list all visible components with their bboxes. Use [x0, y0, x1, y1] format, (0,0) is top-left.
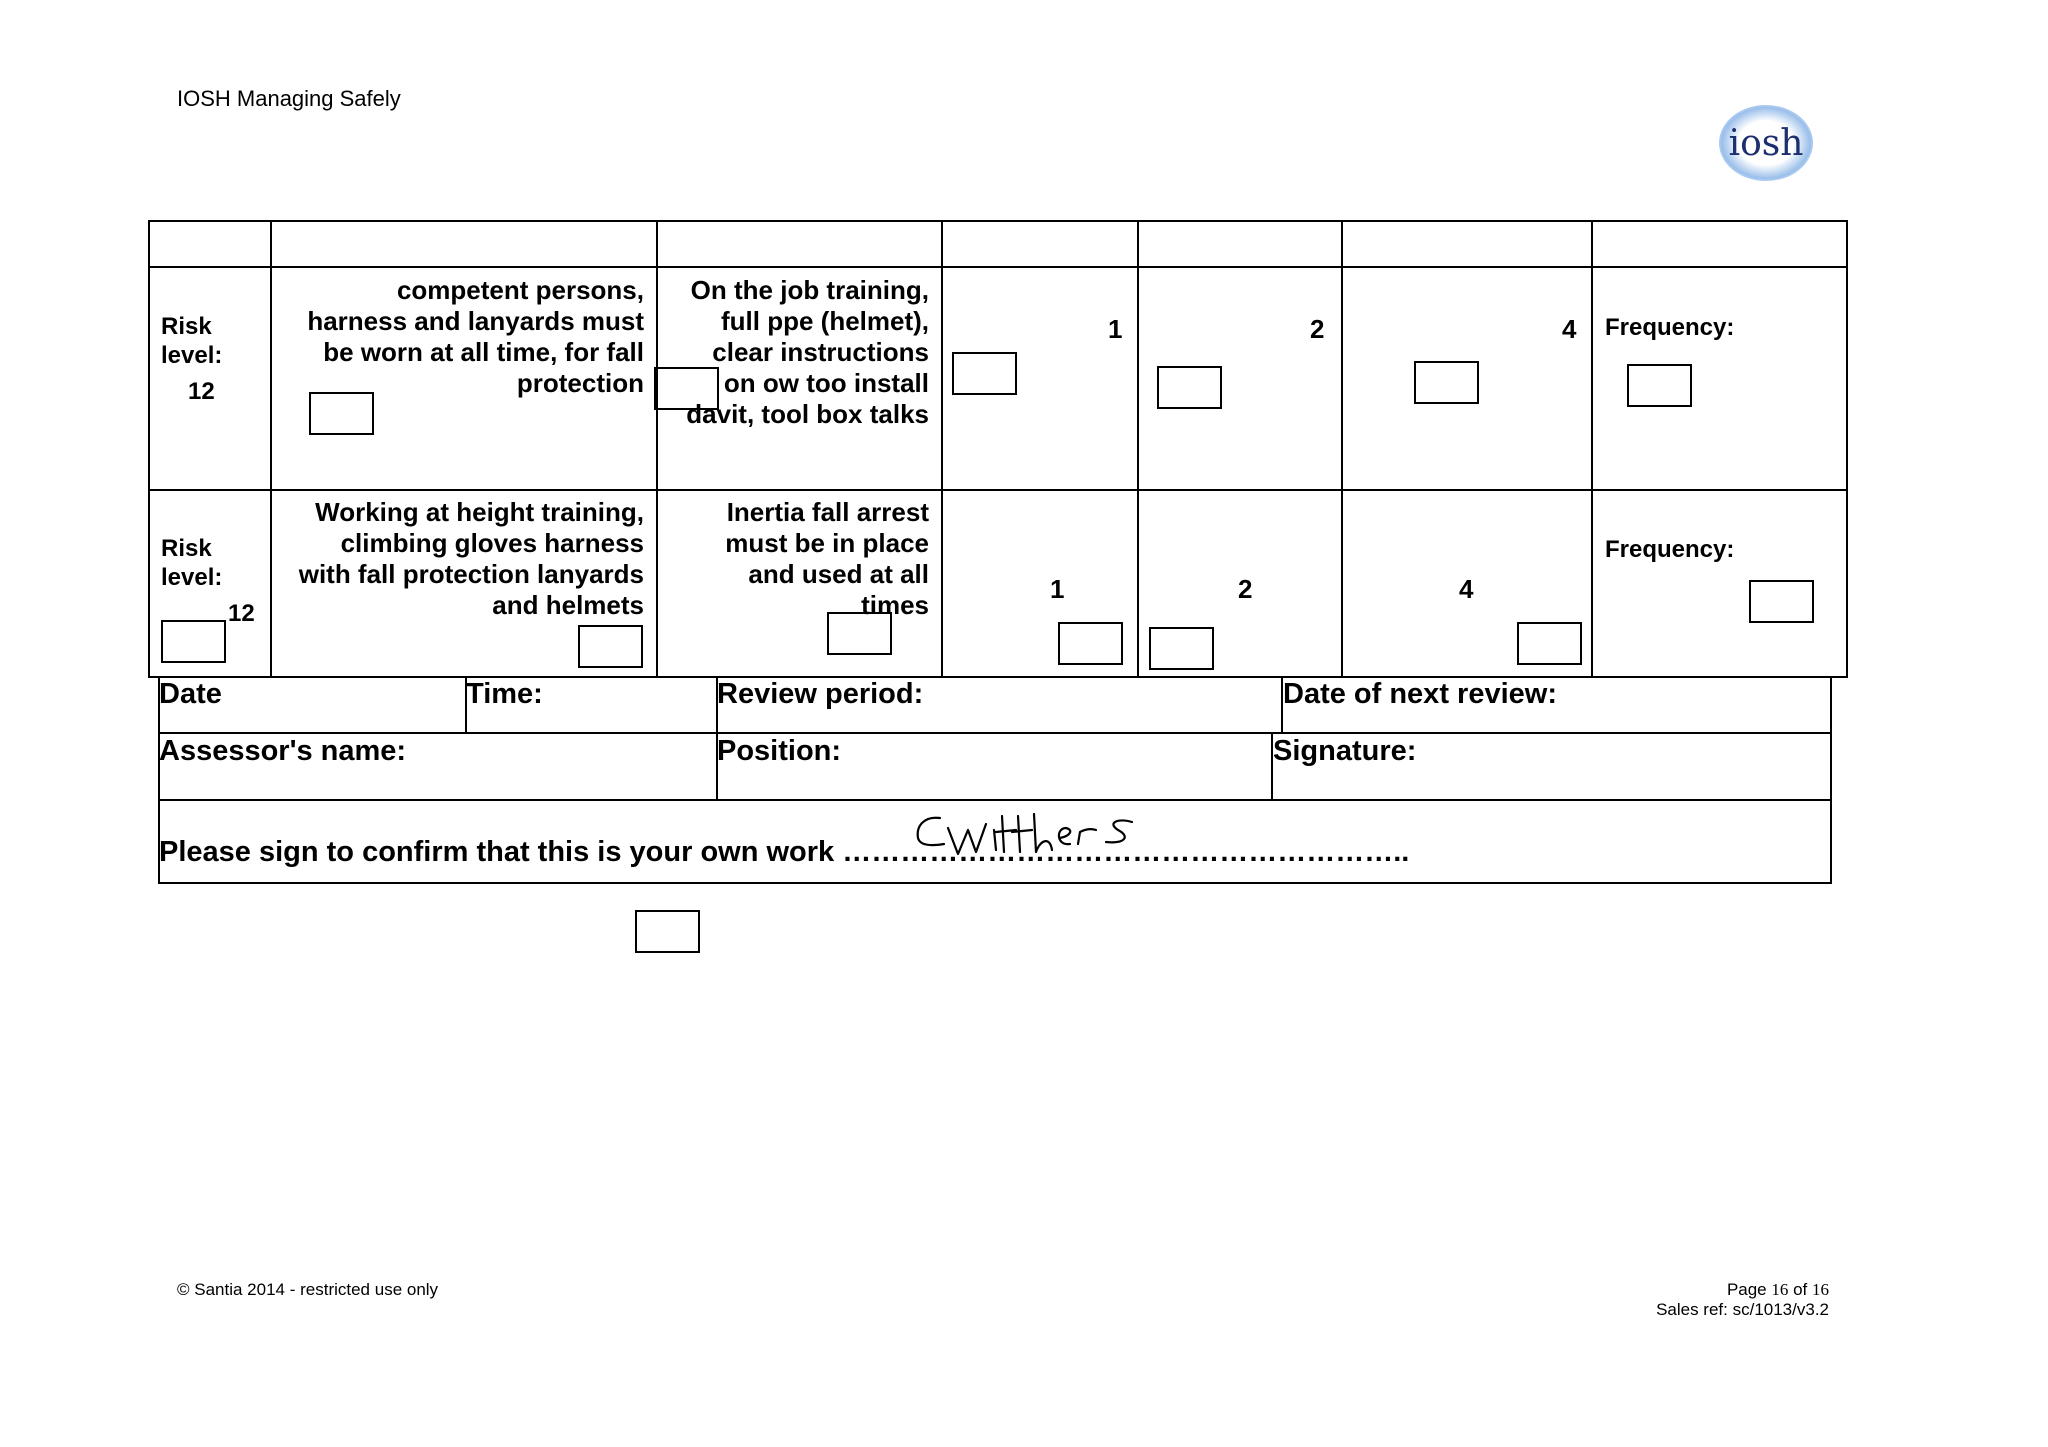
document-header-title: IOSH Managing Safely: [177, 86, 401, 111]
assessor-name-label: Assessor's name:: [159, 735, 407, 767]
rating-value-1: 1: [1108, 314, 1123, 344]
rating-value-2: 2: [1310, 314, 1325, 344]
page-number: Page 16 of 16: [1726, 1280, 1829, 1299]
copyright-notice: © Santia 2014 - restricted use only: [177, 1280, 439, 1299]
page-footer-right: [1656, 1280, 1829, 1320]
risk-level-value: 12: [188, 378, 215, 405]
risk-level-label: Risk level:: [161, 535, 223, 591]
frequency-label: Frequency:: [1605, 314, 1735, 341]
svg-text:iosh: iosh: [1728, 123, 1804, 164]
signature-label: Signature:: [1273, 735, 1417, 767]
handwritten-signature: [910, 806, 1150, 871]
confirm-own-work-text: Please sign to confirm that this is your own work …………………………………………………..: [159, 836, 1410, 868]
date-label: Date: [159, 678, 222, 710]
rating-value-2: 2: [1238, 574, 1253, 604]
further-action-text: Inertia fall arrest must be in place and used at all times: [725, 497, 929, 620]
sales-ref: Sales ref: sc/1013/v3.2: [1656, 1300, 1829, 1319]
rating-value-1: 1: [1050, 574, 1065, 604]
controls-text: competent persons, harness and lanyards must be worn at all time, for fall protection: [307, 275, 644, 398]
rating-value-3: 4: [1562, 314, 1577, 344]
risk-level-label: Risk level:: [161, 313, 223, 369]
further-action-text: On the job training, full ppe (helmet), clear instructions on ow too install davit, tool box talks: [686, 275, 929, 429]
rating-value-3: 4: [1459, 574, 1474, 604]
time-label: Time:: [466, 678, 543, 710]
position-label: Position:: [717, 735, 842, 767]
frequency-label: Frequency:: [1605, 536, 1735, 563]
risk-level-value: 12: [228, 600, 255, 627]
input-box[interactable]: [635, 910, 700, 953]
next-review-label: Date of next review:: [1283, 678, 1557, 710]
review-period-label: Review period:: [717, 678, 924, 710]
controls-text: Working at height training, climbing gloves harness with fall protection lanyards and helmets: [298, 497, 644, 620]
